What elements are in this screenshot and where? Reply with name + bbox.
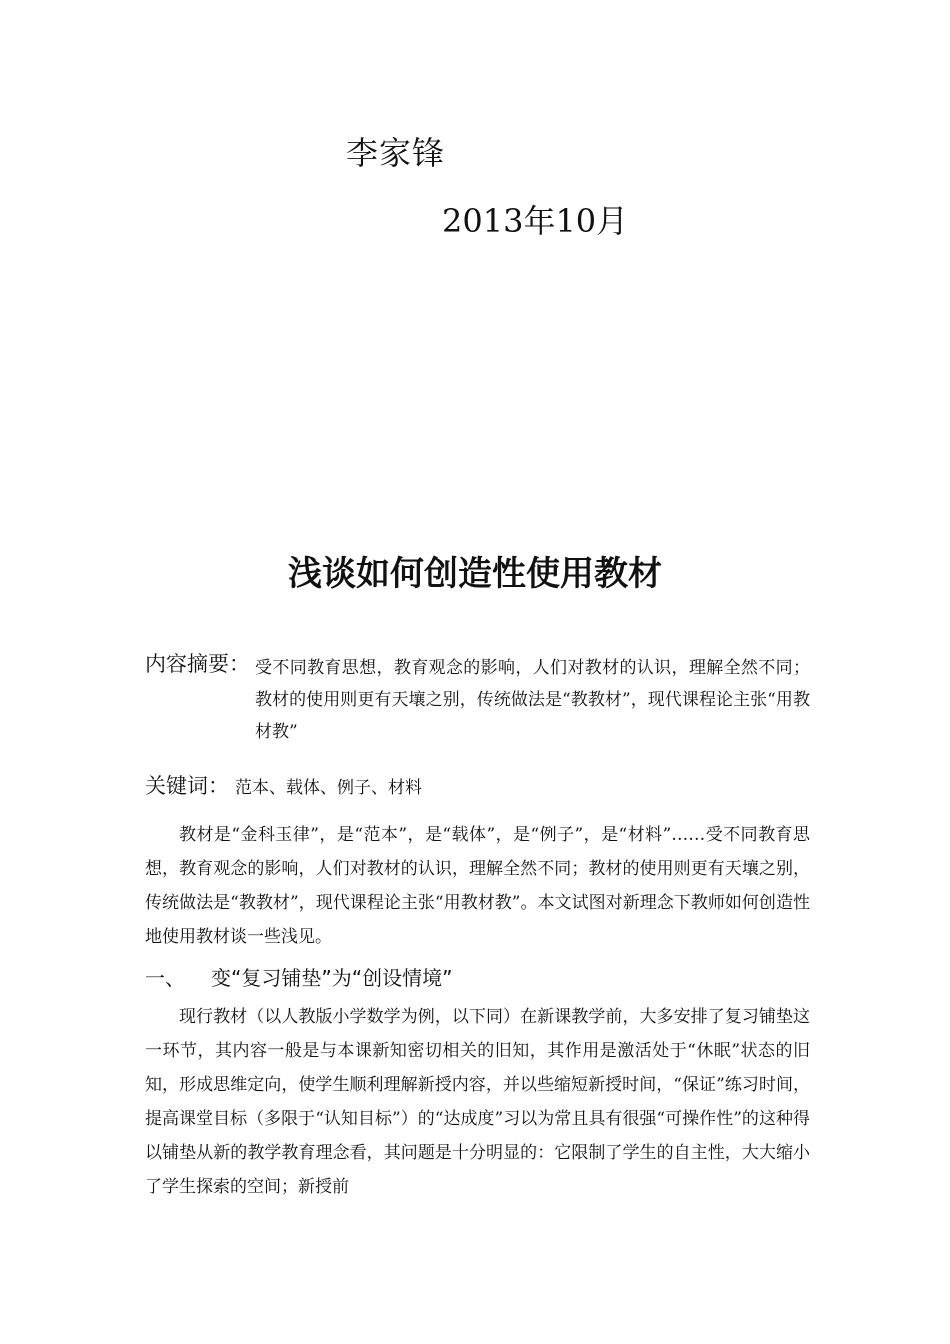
abstract-label: 内容摘要：: [145, 652, 250, 676]
abstract-text: 受不同教育思想，教育观念的影响，人们对教材的认识，理解全然不同；教材的使用则更有天壤之别，传统做法是“教教材”，现代课程论主张“用教材教”: [255, 658, 810, 742]
keywords-label: 关键词：: [145, 774, 229, 798]
author-name: 李家锋: [346, 134, 446, 172]
section-number: 一、: [145, 966, 185, 990]
document-title: 浅谈如何创造性使用教材: [288, 554, 662, 594]
document-date: 2013年10月: [442, 202, 629, 240]
body-paragraph: 现行教材（以人教版小学数学为例，以下同）在新课教学前，大多安排了复习铺垫这一环节，其内容一般是与本课新知密切相关的旧知，其作用是激活处于“休眠”状态的旧知，形成思维定向，使学生顺利理解新授内容，并以些缩短新授时间，“保证”练习时间，提高课堂目标（多限于“认知目标”）的“达成度”习以为常且具有很强“可操作性”的这种得以铺垫从新的教学教育理念看，其问题是十分明显的：它限制了学生的自主性，大大缩小了学生探索的空间；新授前: [145, 1007, 810, 1197]
section-heading-1: [145, 962, 810, 991]
intro-paragraph: 教材是“金科玉律”，是“范本”，是“载体”，是“例子”，是“材料”……受不同教育思想，教育观念的影响，人们对教材的认识，理解全然不同；教材的使用则更有天壤之别，传统做法是“教教材”，现代课程论主张“用教材教”。本文试图对新理念下教师如何创造性地使用教材谈一些浅见。: [145, 825, 810, 947]
keywords-text: 范本、载体、例子、材料: [235, 778, 422, 798]
section-title: 变“复习铺垫”为“创设情境”: [211, 966, 453, 990]
keywords-block: [145, 770, 810, 800]
